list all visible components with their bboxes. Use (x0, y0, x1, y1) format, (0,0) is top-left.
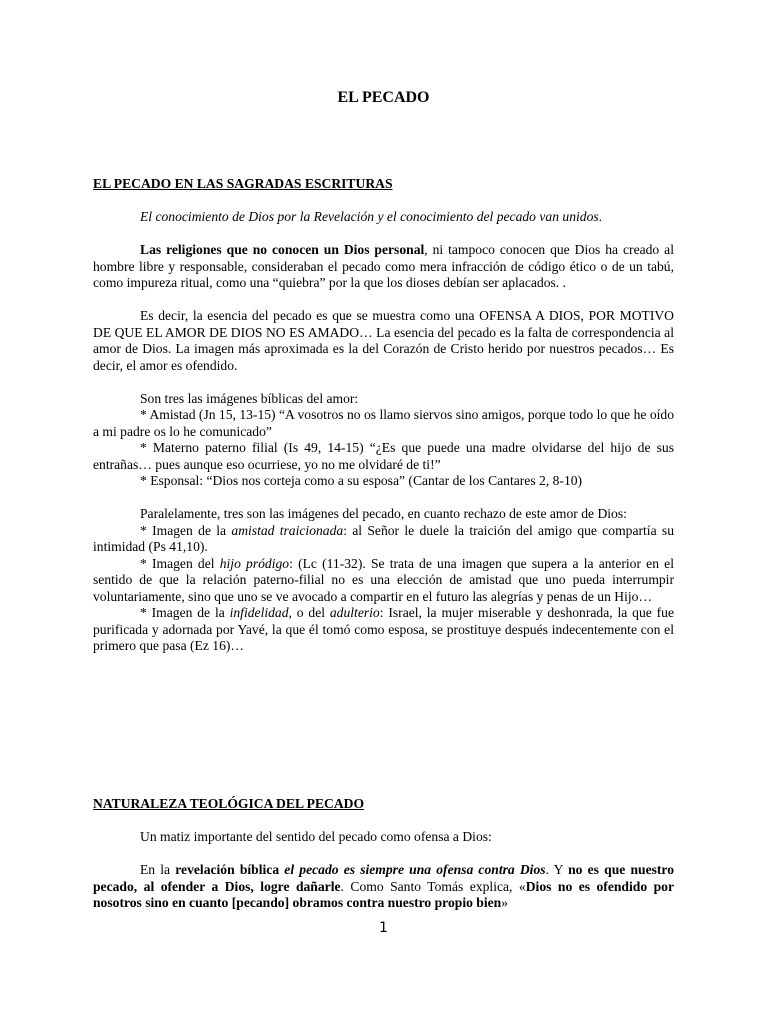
paragraph-imagenes-amor: Son tres las imágenes bíblicas del amor: (140, 390, 359, 406)
paragraph-imagenes-pecado: Paralelamente, tres son las imágenes del pecado, en cuanto rechazo de este amor de Dios: (140, 506, 627, 521)
revelacion-quote-bold: Dios no es ofendido por nosotros sino en cuanto [pecando] obramos contra nuestro propio bien (93, 878, 674, 910)
item-amistad-traicionada (93, 523, 674, 556)
revelacion-prefix: En la (140, 862, 176, 877)
item-materno: * Materno paterno filial (Is 49, 14-15) “¿Es que puede una madre olvidarse del hijo de sus entrañas… pues aunque eso ocurriese, yo no me olvidaré de ti!” (93, 440, 674, 472)
revelacion-bold-2: no es que nuestro pecado, al ofender a Dios, logre dañarle (93, 862, 675, 894)
revelacion-sep: . Y (545, 862, 569, 877)
section2-body (93, 829, 674, 912)
item-infidelidad-italic: infidelidad (229, 605, 289, 620)
item-amistad-traicionada-prefix: * Imagen de la (140, 522, 232, 538)
item-hijo-prodigo-text: : (Lc (11-32). Se trata de una imagen que supera a la anterior en el sentido de que la relación paterno-filial no es una elección de amistad que uno pueda interrumpir voluntariamente, sino que uno se ve avocado a compartir en el futuro las alegrías y penas de un Hijo… (93, 555, 674, 604)
item-hijo-prodigo (93, 556, 674, 606)
item-esponsal: * Esponsal: “Dios nos corteja como a su esposa” (Cantar de los Cantares 2, 8-10) (140, 473, 583, 488)
document-title: EL PECADO (337, 89, 430, 106)
section1-body (93, 209, 674, 655)
revelacion-quote-close: » (501, 895, 509, 910)
paragraph-esencia: Es decir, la esencia del pecado es que se muestra como una OFENSA A DIOS, POR MOTIVO DE QUE EL AMOR DE DIOS NO ES AMADO… La esencia del pecado es la falta de correspondencia al amor de Dios. La imagen más aproximada es la del Corazón de Cristo herido por nuestros pecados… Es decir, el amor es ofendido. (93, 308, 674, 373)
intro-paragraph (93, 209, 674, 226)
paragraph-religiones-bold: Las religiones que no conocen un Dios personal (140, 242, 425, 257)
paragraph-matiz: Un matiz importante del sentido del pecado como ofensa a Dios: (140, 829, 492, 844)
item-hijo-prodigo-prefix: * Imagen del (140, 555, 220, 571)
paragraph-religiones (93, 242, 674, 292)
item-amistad: * Amistad (Jn 15, 13-15) “A vosotros no os llamo siervos sino amigos, porque todo lo que he oído a mi padre os lo he comunicado” (93, 407, 674, 439)
item-infidelidad-mid: , o del (288, 605, 330, 620)
paragraph-religiones-text: , ni tampoco conocen que Dios ha creado al hombre libre y responsable, consideraban el pecado como mera infracción de código ético o de un tabú, como impureza ritual, como una “quiebra” por la que los dioses debían ser aplacados. . (93, 242, 674, 290)
intro-italic: El conocimiento de Dios por la Revelación y el conocimiento del pecado van unidos (140, 209, 599, 224)
item-amistad-traicionada-italic: amistad traicionada (231, 522, 344, 538)
revelacion-bold: revelación bíblica (175, 862, 280, 877)
revelacion-tomas: . Como Santo Tomás explica, « (340, 878, 526, 894)
page-number: 1 (379, 920, 388, 936)
item-infidelidad-text: : Israel, la mujer miserable y deshonrada, la que fue purificada y adornada por Yavé, la que él tomó como esposa, se prostituye después indecentemente con el primero que pasa (Ez 16)… (93, 605, 674, 653)
paragraph-revelacion (93, 862, 674, 912)
item-amistad-traicionada-text: : al Señor le duele la traición del amigo que compartía su intimidad (Ps 41,10). (93, 522, 674, 554)
item-hijo-prodigo-italic: hijo pródigo (219, 555, 290, 571)
section-heading-naturaleza: NATURALEZA TEOLÓGICA DEL PECADO (93, 796, 365, 811)
item-adulterio-italic: adulterio (329, 605, 380, 620)
section-heading-escrituras: EL PECADO EN LAS SAGRADAS ESCRITURAS (93, 176, 393, 191)
intro-end: . (598, 209, 603, 224)
item-infidelidad (93, 605, 674, 655)
revelacion-bold-italic: el pecado es siempre una ofensa contra Dios (279, 862, 546, 877)
item-infidelidad-prefix: * Imagen de la (140, 605, 230, 620)
